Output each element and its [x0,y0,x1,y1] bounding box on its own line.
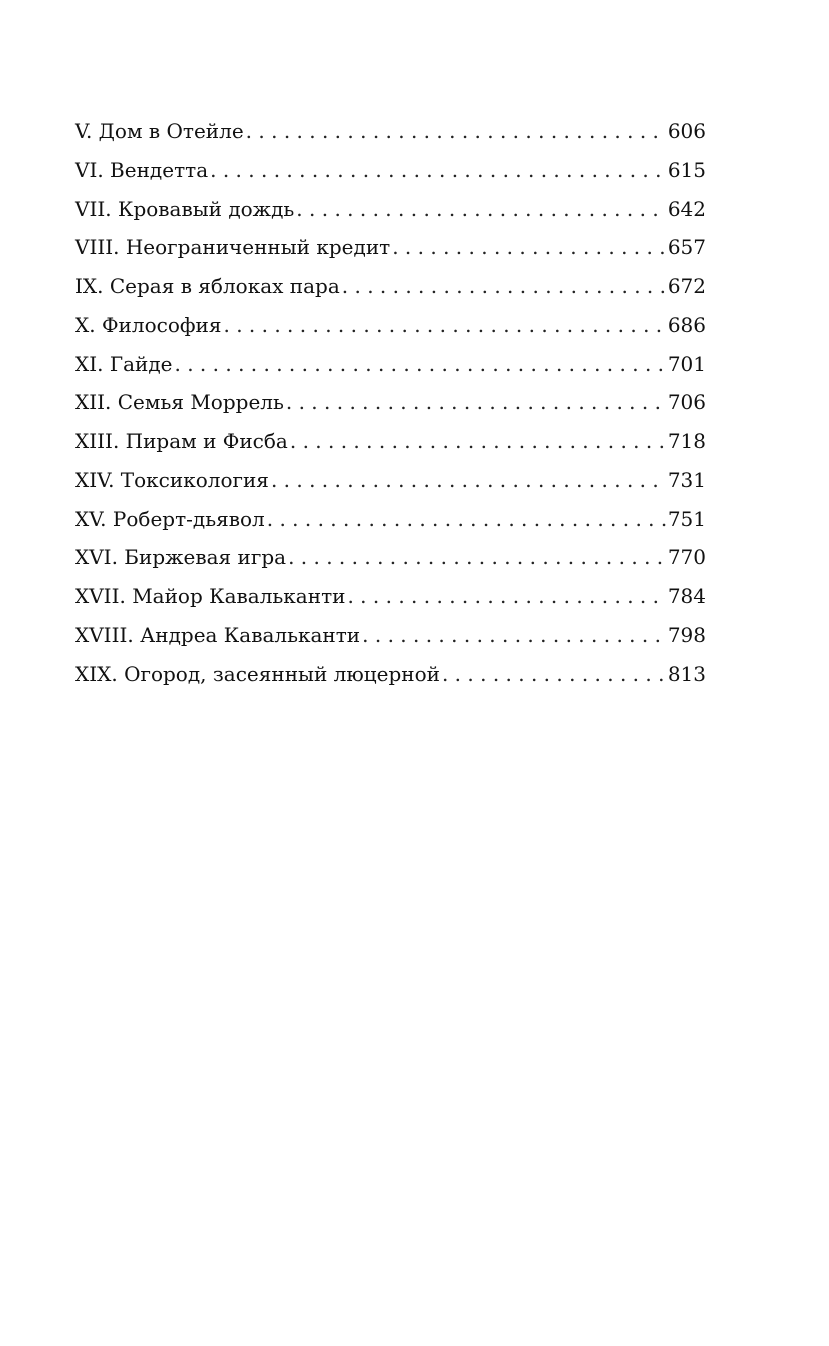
toc-entry [75,538,706,577]
toc-entry [75,616,706,655]
dot-leader [286,383,666,422]
dot-leader [296,190,666,229]
toc-entry-title: IX. Серая в яблоках пара [75,274,340,298]
toc-entry-title: X. Философия [75,312,222,337]
toc-entry-title: XVI. Биржевая игра [75,545,287,570]
toc-entry-page: 706 [667,390,706,415]
toc-entry-page: 615 [667,157,706,182]
toc-entry-page: 751 [667,506,706,531]
toc-entry-title: V. Дом в Отейле [75,119,244,143]
dot-leader [210,151,666,190]
toc-entry-title: VI. Вендетта [75,157,209,182]
toc-entry-page: 701 [667,351,706,376]
toc-entry-page: 642 [667,196,706,221]
dot-leader [271,461,666,500]
toc-entry [75,151,706,190]
toc-entry-page: 686 [667,312,706,337]
toc-entry-title: VIII. Неограниченный кредит [75,235,391,260]
dot-leader [442,655,666,694]
dot-leader [175,345,666,384]
toc-entry-title: XVII. Майор Кавальканти [75,584,346,608]
toc-entry-title: XI. Гайде [75,351,173,376]
toc-entry-title: XII. Семья Моррель [75,390,284,415]
dot-leader [223,306,665,345]
dot-leader [342,267,666,306]
toc-entry [75,655,706,694]
toc-entry-title: XV. Роберт-дьявол [75,506,265,531]
toc-entry-page: 718 [667,429,706,453]
toc-entry-page: 784 [667,584,706,608]
toc-entry [75,577,706,616]
toc-entry-title: XIII. Пирам и Фисба [75,429,288,453]
toc-entry [75,112,706,151]
toc-entry [75,422,706,461]
toc-entry [75,190,706,229]
toc-entry [75,461,706,500]
toc-entry-page: 606 [667,119,706,143]
toc-entry-page: 798 [667,622,706,647]
toc-entry-page: 813 [667,661,706,686]
dot-leader [288,538,666,577]
dot-leader [362,616,666,655]
toc-entry-page: 657 [667,235,706,260]
dot-leader [347,577,665,616]
toc-entry [75,345,706,384]
toc-entry [75,228,706,267]
toc-entry [75,500,706,539]
toc-entry-page: 731 [667,467,706,492]
toc-entry-title: XIV. Токсикология [75,467,269,492]
toc-entry-title: VII. Кровавый дождь [75,196,295,221]
table-of-contents [75,112,706,693]
toc-entry-page: 770 [667,545,706,570]
toc-entry [75,267,706,306]
toc-entry [75,306,706,345]
toc-entry [75,383,706,422]
dot-leader [392,228,666,267]
toc-entry-page: 672 [667,274,706,298]
toc-entry-title: XIX. Огород, засеянный люцерной [75,661,440,686]
dot-leader [267,500,666,539]
dot-leader [290,422,666,461]
dot-leader [246,112,666,151]
toc-entry-title: XVIII. Андреа Кавальканти [75,622,361,647]
